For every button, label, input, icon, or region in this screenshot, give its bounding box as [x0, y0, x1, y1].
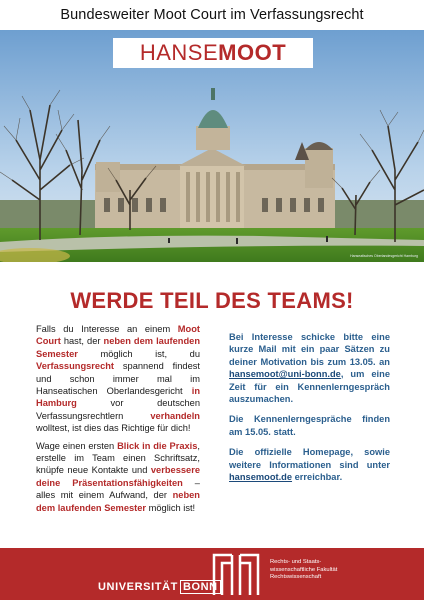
header-title: Bundesweiter Moot Court im Verfassungsrecht: [60, 7, 364, 23]
university-emblem-icon: [210, 551, 262, 597]
photo-caption: Hanseatisches Oberlandesgericht Hamburg: [350, 254, 418, 258]
logo-hanse: HANSE: [139, 40, 219, 65]
date-paragraph: Die Kennenlerngespräche finden am 15.05. statt.: [229, 414, 390, 437]
website-link[interactable]: hansemoot.de: [229, 472, 293, 483]
left-column: [36, 323, 200, 519]
intro-paragraph: Falls du Interesse an einem Moot Court hast, der neben dem laufenden Semester möglich ist, du Verfassungsrecht spannend findest und schon immer mal im Hanseatischen Oberlandesgericht in Hamburg vor deutschen Verfassungsrechtlern verhandeln wolltest, ist dies das Richtige für dich!: [36, 324, 200, 434]
headline: WERDE TEIL DES TEAMS!: [70, 288, 354, 313]
faculty-name: Rechts- und Staats- wissenschaftliche Fakultät Rechtswissenschaft: [270, 559, 338, 580]
university-wordmark: UNIVERSITÄT BONN: [98, 581, 221, 593]
hansemoot-logo: [113, 38, 313, 68]
homepage-paragraph: Die offizielle Homepage, sowie weitere Informationen sind unter hansemoot.de erreichbar.: [229, 447, 390, 483]
hero-banner: [0, 30, 424, 262]
benefits-paragraph: Wage einen ersten Blick in die Praxis, erstelle im Team einen Schriftsatz, knüpfe neue Kontakte und verbessere deine Präsentationsfähigkeiten – alles mit einem Aufwand, der neben dem laufenden Semester möglich ist!: [36, 440, 201, 513]
footer-bar: [0, 548, 424, 600]
contact-paragraph: Bei Interesse schicke bitte eine kurze Mail mit ein paar Sätzen zu deiner Motivation bis zum 13.05. an hansemoot@uni-bonn.de, um eine Zeit für ein Kennenlerngespräch auszumachen.: [229, 332, 390, 405]
university-logo: [98, 548, 338, 600]
right-column: [229, 331, 390, 491]
logo-moot: MOOT: [218, 40, 287, 65]
email-link[interactable]: hansemoot@uni-bonn.de: [229, 369, 341, 380]
